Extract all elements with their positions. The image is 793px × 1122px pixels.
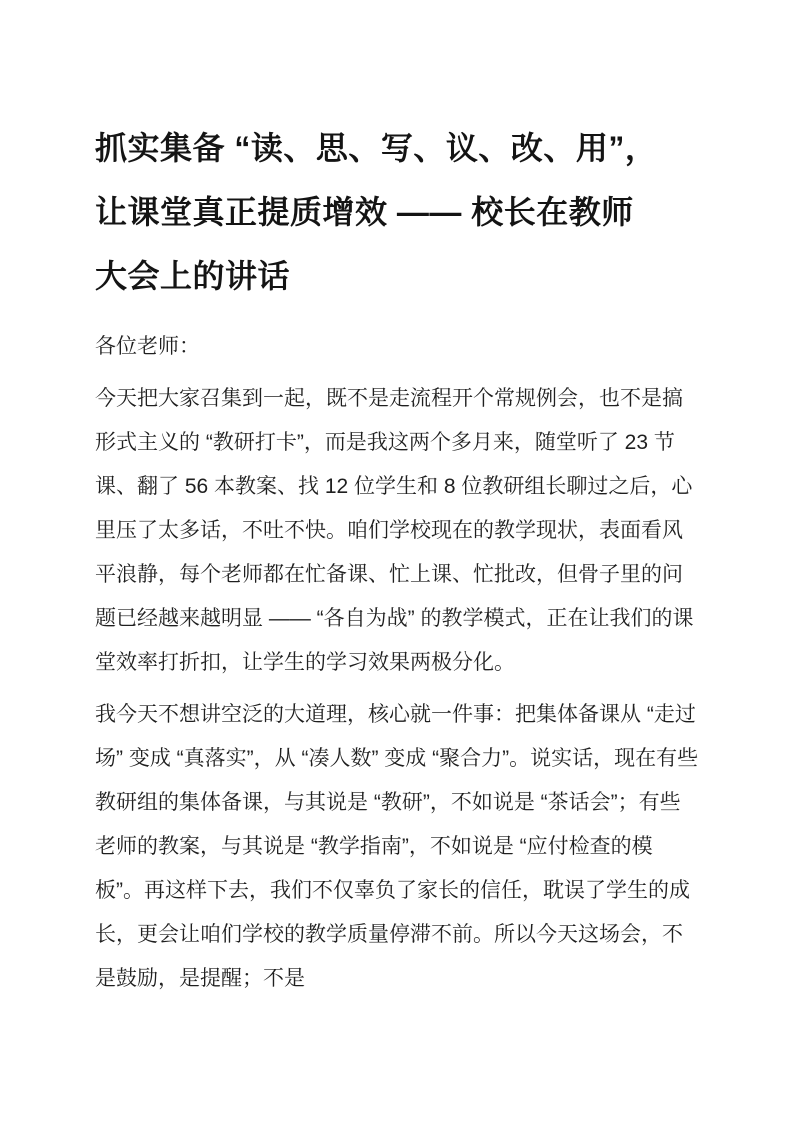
paragraph-2: 我今天不想讲空泛的大道理，核心就一件事：把集体备课从 “走过场” 变成 “真落实”，从 “凑人数” 变成 “聚合力”。说实话，现在有些教研组的集体备课，与其说是 “教研”，不如说是 “茶话会”；有些老师的教案，与其说是 “教学指南”，不如说是 “应付检查的模板”。再这样下去，我们不仅辜负了家长的信任，耽误了学生的成长，更会让咱们学校的教学质量停滞不前。所以今天这场会，不是鼓励，是提醒；不是	[95, 703, 699, 990]
document-title: 抓实集备 “读、思、写、议、改、用”，让课堂真正提质增效 —— 校长在教师大会上的讲话	[95, 130, 658, 294]
paragraph-1: 今天把大家召集到一起，既不是走流程开个常规例会，也不是搞形式主义的 “教研打卡”，而是我这两个多月来，随堂听了 23 节课、翻了 56 本教案、找 12 位学生和 8 位教研组长聊过之后，心里压了太多话，不吐不快。咱们学校现在的教学现状，表面看风平浪静，每个老师都在忙备课、忙上课、忙批改，但骨子里的问题已经越来越明显 —— “各自为战” 的教学模式，正在让我们的课堂效率打折扣，让学生的学习效果两极分化。	[95, 387, 694, 674]
salutation-line: 各位老师：	[95, 335, 200, 358]
document-content	[95, 0, 699, 1009]
